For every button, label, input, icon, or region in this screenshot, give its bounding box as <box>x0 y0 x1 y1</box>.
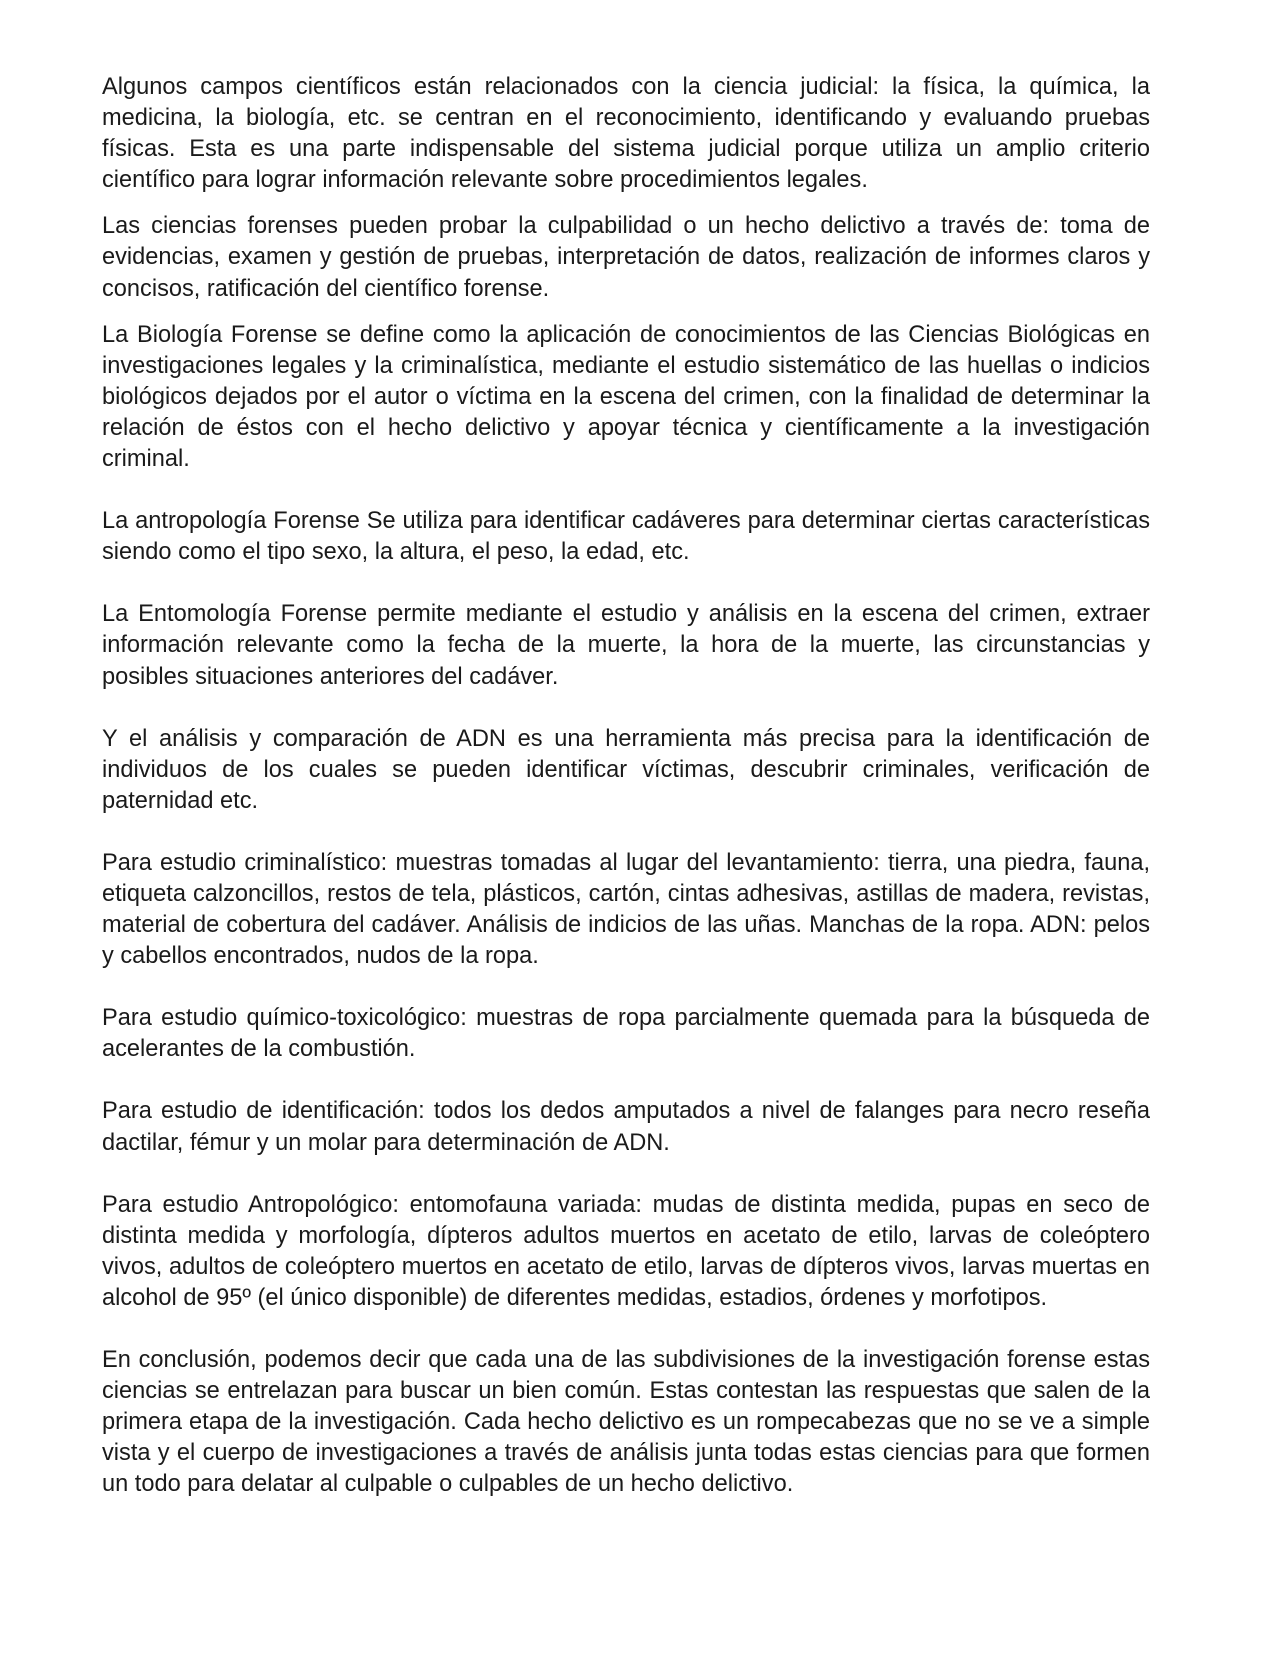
paragraph-biologia-forense: La Biología Forense se define como la aplicación de conocimientos de las Ciencias Biológicas en investigaciones legales y la criminalística, mediante el estudio sistemático de las huellas o indicios biológicos dejados por el autor o víctima en la escena del crimen, con la finalidad de determinar la relación de éstos con el hecho delictivo y apoyar técnica y científicamente a la investigación criminal. <box>102 321 1150 473</box>
document-body <box>102 72 1150 1500</box>
paragraph-estudio-antropologico: Para estudio Antropológico: entomofauna variada: mudas de distinta medida, pupas en seco de distinta medida y morfología, dípteros adultos muertos en acetato de etilo, larvas de coleóptero vivos, adultos de coleóptero muertos en acetato de etilo, larvas de dípteros vivos, larvas muertas en alcohol de 95º (el único disponible) de diferentes medidas, estadios, órdenes y morfotipos. <box>102 1191 1150 1311</box>
paragraph-ciencias-forenses: Las ciencias forenses pueden probar la culpabilidad o un hecho delictivo a través de: toma de evidencias, examen y gestión de pruebas, interpretación de datos, realización de informes claros y concisos, ratificación del científico forense. <box>102 213 1150 302</box>
paragraph-analisis-adn: Y el análisis y comparación de ADN es una herramienta más precisa para la identificación de individuos de los cuales se pueden identificar víctimas, descubrir criminales, verificación de paternidad etc. <box>102 725 1150 814</box>
paragraph-estudio-criminalistico: Para estudio criminalístico: muestras tomadas al lugar del levantamiento: tierra, una piedra, fauna, etiqueta calzoncillos, restos de tela, plásticos, cartón, cintas adhesivas, astillas de madera, revistas, material de cobertura del cadáver. Análisis de indicios de las uñas. Manchas de la ropa. ADN: pelos y cabellos encontrados, nudos de la ropa. <box>102 849 1150 970</box>
paragraph-campos-cientificos: Algunos campos científicos están relacionados con la ciencia judicial: la física, la química, la medicina, la biología, etc. se centran en el reconocimiento, identificando y evaluando pruebas físicas. Esta es una parte indispensable del sistema judicial porque utiliza un amplio criterio científico para lograr información relevante sobre procedimientos legales. <box>102 74 1150 194</box>
paragraph-entomologia-forense: La Entomología Forense permite mediante el estudio y análisis en la escena del crimen, extraer información relevante como la fecha de la muerte, la hora de la muerte, las circunstancias y posibles situaciones anteriores del cadáver. <box>102 601 1150 690</box>
paragraph-conclusion: En conclusión, podemos decir que cada una de las subdivisiones de la investigación forense estas ciencias se entrelazan para buscar un bien común. Estas contestan las respuestas que salen de la primera etapa de la investigación. Cada hecho delictivo es un rompecabezas que no se ve a simple vista y el cuerpo de investigaciones a través de análisis junta todas estas ciencias para que formen un todo para delatar al culpable o culpables de un hecho delictivo. <box>102 1347 1150 1498</box>
paragraph-estudio-quimico-toxicologico: Para estudio químico-toxicológico: muestras de ropa parcialmente quemada para la búsqueda de acelerantes de la combustión. <box>102 1005 1150 1063</box>
paragraph-estudio-identificacion: Para estudio de identificación: todos los dedos amputados a nivel de falanges para necro reseña dactilar, fémur y un molar para determinación de ADN. <box>102 1098 1150 1156</box>
paragraph-antropologia-forense: La antropología Forense Se utiliza para identificar cadáveres para determinar ciertas características siendo como el tipo sexo, la altura, el peso, la edad, etc. <box>102 508 1150 566</box>
